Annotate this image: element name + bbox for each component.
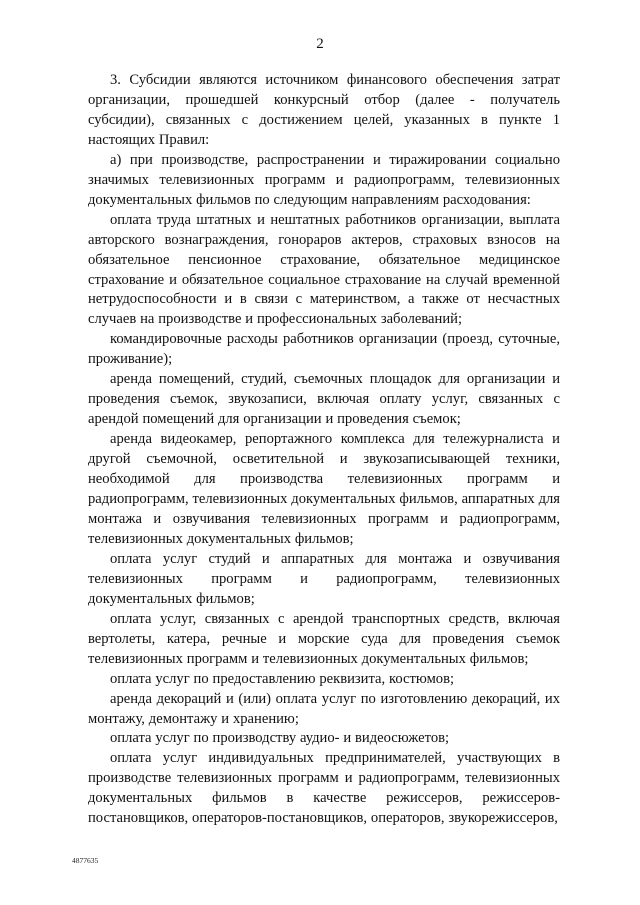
paragraph-equipment-rent: аренда видеокамер, репортажного комплекса для тележурналиста и другой съемочной, осветительной и звукозаписывающей техники, необходимой для производства телевизионных программ и радиопрограмм, телевизионных документальных фильмов, аппаратных для монтажа и озвучивания телевизионных программ и радиопрограмм, телевизионных документальных фильмов; [88, 431, 560, 547]
paragraph-clause-3: 3. Субсидии являются источником финансового обеспечения затрат организации, прошедшей конкурсный отбор (далее - получатель субсидии), связанных с достижением целей, указанных в пункте 1 настоящих Правил: [88, 72, 560, 148]
page-number: 2 [316, 36, 324, 52]
paragraph-premises-rent: аренда помещений, студий, съемочных площадок для организации и проведения съемок, звукозаписи, включая оплату услуг, связанных с арендой помещений для организации и проведения съемок; [88, 371, 560, 428]
paragraph-subclause-a: а) при производстве, распространении и тиражировании социально значимых телевизионных программ и радиопрограмм, телевизионных документальных фильмов по следующим направлениям расходования: [88, 151, 560, 208]
paragraph-labor-costs: оплата труда штатных и нештатных работников организации, выплата авторского вознаграждения, гонораров актеров, страховых взносов на обязательное пенсионное страхование, обязательное медицинское страхование и обязательное социальное страхование на случай временной нетрудоспособности и в связи с материнством, а также от несчастных случаев на производстве и профессиональных заболеваний; [88, 211, 560, 328]
paragraph-travel-expenses: командировочные расходы работников организации (проезд, суточные, проживание); [88, 331, 560, 368]
paragraph-audio-video: оплата услуг по производству аудио- и видеосюжетов; [110, 730, 450, 747]
paragraph-studio-services: оплата услуг студий и аппаратных для монтажа и озвучивания телевизионных программ и радиопрограмм, телевизионных документальных фильмов; [88, 550, 560, 607]
paragraph-scenery: аренда декораций и (или) оплата услуг по изготовлению декораций, их монтажу, демонтажу и хранению; [88, 690, 560, 727]
document-body [88, 71, 560, 829]
paragraph-props-costumes: оплата услуг по предоставлению реквизита, костюмов; [110, 670, 455, 687]
paragraph-transport-services: оплата услуг, связанных с арендой транспортных средств, включая вертолеты, катера, речные и морские суда для проведения съемок телевизионных программ и телевизионных документальных фильмов; [88, 610, 560, 667]
document-id: 4877635 [72, 856, 99, 865]
paragraph-entrepreneurs: оплата услуг индивидуальных предпринимателей, участвующих в производстве телевизионных программ и радиопрограмм, телевизионных документальных фильмов в качестве режиссеров, режиссеров-постановщиков, операторов-постановщиков, операторов, звукорежиссеров, [88, 750, 560, 827]
